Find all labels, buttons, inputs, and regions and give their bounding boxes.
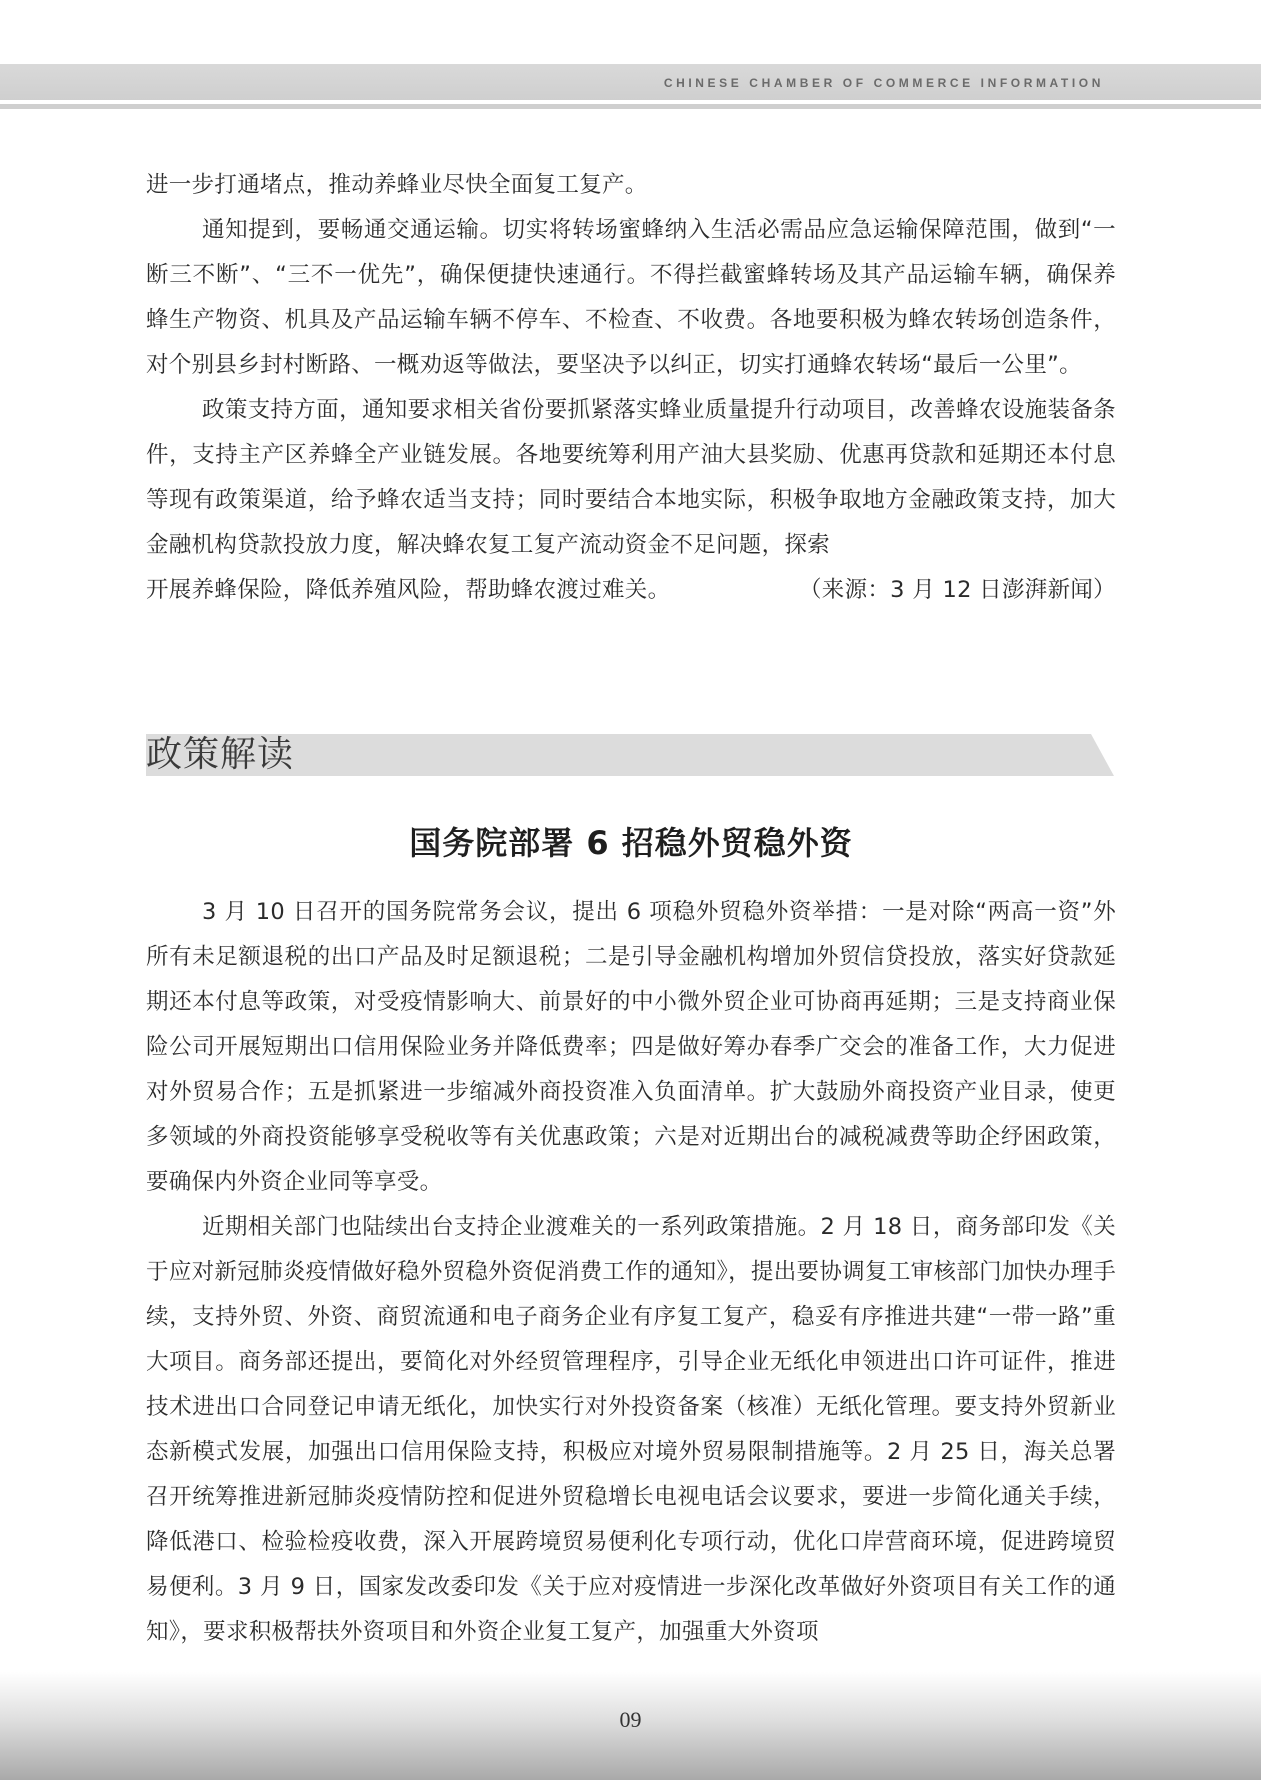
- paragraph: 3 月 10 日召开的国务院常务会议，提出 6 项稳外贸稳外资举措：一是对除“两高一资”外所有未足额退税的出口产品及时足额退税；二是引导金融机构增加外贸信贷投放，落实好贷款延期还本付息等政策，对受疫情影响大、前景好的中小微外贸企业可协商再延期；三是支持商业保险公司开展短期出口信用保险业务并降低费率；四是做好筹办春季广交会的准备工作，大力促进对外贸易合作；五是抓紧进一步缩减外商投资准入负面清单。扩大鼓励外商投资产业目录，使更多领域的外商投资能够享受税收等有关优惠政策；六是对近期出台的减税减费等助企纾困政策，要确保内外资企业同等享受。: [146, 899, 1116, 1195]
- page-number: 09: [619, 1707, 642, 1732]
- publication-header: CHINESE CHAMBER OF COMMERCE INFORMATION: [663, 76, 1104, 90]
- section-title: 政策解读: [146, 734, 295, 775]
- continued-article-body: [146, 163, 1116, 613]
- paragraph: 政策支持方面，通知要求相关省份要抓紧落实蜂业质量提升行动项目，改善蜂农设施装备条件，支持主产区养蜂全产业链发展。各地要统筹利用产油大县奖励、优惠再贷款和延期还本付息等现有政策渠道，给予蜂农适当支持；同时要结合本地实际，积极争取地方金融政策支持，加大金融机构贷款投放力度，解决蜂农复工复产流动资金不足问题，探索: [146, 397, 1116, 558]
- source-citation: （来源：3 月 12 日澎湃新闻）: [798, 577, 1116, 603]
- article-title: 国务院部署 6 招稳外贸稳外资: [409, 824, 853, 862]
- paragraph-text: 开展养蜂保险，降低养殖风险，帮助蜂农渡过难关。: [146, 577, 671, 603]
- paragraph: 通知提到，要畅通交通运输。切实将转场蜜蜂纳入生活必需品应急运输保障范围，做到“一断三不断”、“三不一优先”，确保便捷快速通行。不得拦截蜜蜂转场及其产品运输车辆，确保养蜂生产物资、机具及产品运输车辆不停车、不检查、不收费。各地要积极为蜂农转场创造条件，对个别县乡封村断路、一概劝返等做法，要坚决予以纠正，切实打通蜂农转场“最后一公里”。: [146, 217, 1116, 378]
- paragraph-last-line: [146, 568, 1116, 613]
- paragraph: 进一步打通堵点，推动养蜂业尽快全面复工复产。: [146, 172, 648, 198]
- paragraph: 近期相关部门也陆续出台支持企业渡难关的一系列政策措施。2 月 18 日，商务部印发《关于应对新冠肺炎疫情做好稳外贸稳外资促消费工作的通知》，提出要协调复工审核部门加快办理手续，支持外贸、外资、商贸流通和电子商务企业有序复工复产，稳妥有序推进共建“一带一路”重大项目。商务部还提出，要简化对外经贸管理程序，引导企业无纸化申领进出口许可证件，推进技术进出口合同登记申请无纸化，加快实行对外投资备案（核准）无纸化管理。要支持外贸新业态新模式发展，加强出口信用保险支持，积极应对境外贸易限制措施等。2 月 25 日，海关总署召开统筹推进新冠肺炎疫情防控和促进外贸稳增长电视电话会议要求，要进一步简化通关手续，降低港口、检验检疫收费，深入开展跨境贸易便利化专项行动，优化口岸营商环境，促进跨境贸易便利。3 月 9 日，国家发改委印发《关于应对疫情进一步深化改革做好外资项目有关工作的通知》，要求积极帮扶外资项目和外资企业复工复产，加强重大外资项: [146, 1214, 1116, 1645]
- header-rule: [0, 104, 1261, 109]
- article-body: [146, 890, 1116, 1655]
